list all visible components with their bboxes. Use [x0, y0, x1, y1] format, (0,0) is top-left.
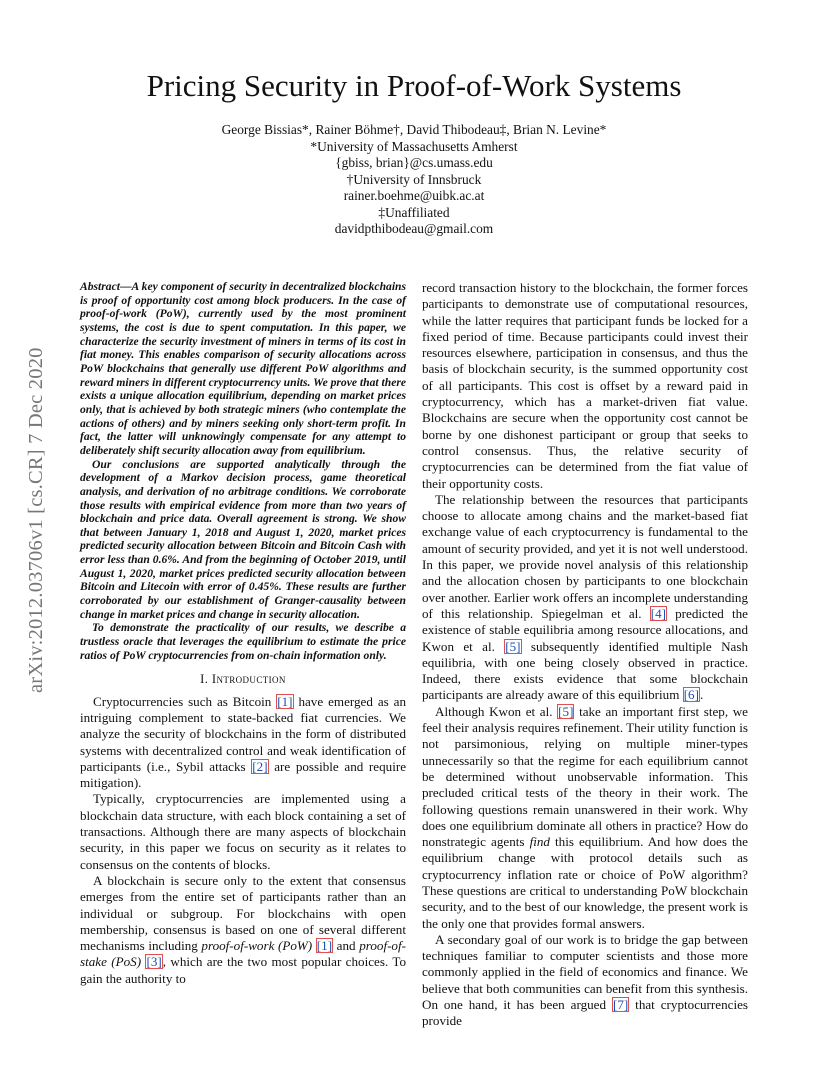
citation-link[interactable]: [3]	[146, 954, 162, 970]
citation-link[interactable]: [1]	[277, 693, 293, 709]
email-thibodeau[interactable]: davidpthibodeau@gmail.com	[334, 221, 494, 236]
citation-link[interactable]: [6]	[683, 687, 699, 703]
right-column	[422, 280, 748, 1030]
intro-paragraph-4	[422, 492, 748, 704]
text-run: predicted the existence of stable equilibria among resource allocations, and Kwon et al.	[422, 605, 748, 654]
text-run: .	[699, 687, 704, 703]
intro-paragraph-1	[80, 694, 406, 792]
intro-paragraph-3	[80, 873, 406, 987]
text-run: The relationship between the resources that participants choose to allocate among chains and the market-based fiat exchange value of each cryptocurrency is fundamental to the amount of security provided, and yet it is not well understood. In this paper, we provide novel analysis of this relationship and the allocation chosen by participants to one blockchain over another. Earlier work offers an incomplete understanding of this relationship. Spiegelman et al.	[422, 491, 748, 621]
text-run: A secondary goal of our work is to bridge the gap between techniques familiar to computer scientists and those more commonly applied in the field of economics and finance. We believe that both communities can benefit from this synthesis. On one hand, it has been argued	[422, 931, 748, 1013]
term-pow: proof-of-work (PoW)	[201, 938, 313, 954]
section-heading-introduction	[80, 671, 406, 687]
intro-paragraph-3-continued: record transaction history to the blockchain, the former forces participants to demonstrate use of computational resources, while the latter requires that participant funds be locked for a fixed period of time. Because participants could invest their resources elsewhere, participation in consensus, and thus the basis of blockchain security, is the summed opportunity cost of all participants. This cost is offset by a reward paid in cryptocurrency, which has a market-driven fiat value. Blockchains are secure when the opportunity cost cannot be borne by one dishonest participant or group that seeks to control consensus. Thus, the relative security of cryptocurrencies can be determined from the fiat value of their opportunity costs.	[422, 280, 748, 491]
citation-link[interactable]: [7]	[612, 997, 629, 1013]
paper-title: Pricing Security in Proof-of-Work Systems	[146, 68, 682, 103]
email-umass[interactable]: {gbiss, brian}@cs.umass.edu	[335, 155, 493, 170]
abstract	[80, 280, 406, 662]
text-run: subsequently identified multiple Nash equilibria, with one being closely observed in practice. Indeed, there exists evidence that some blockchain participants are already aware of this equilibrium	[422, 638, 749, 703]
citation-link[interactable]: [4]	[650, 605, 666, 621]
citation-link[interactable]: [5]	[558, 703, 574, 719]
text-run: this equilibrium. And how does the equilibrium change with protocol details such as cryptocurrency inflation rate or choice of PoW algorithm? These questions are critical to understanding PoW blockchain security, and to the best of our knowledge, the present work is the only one that provides formal answers.	[422, 834, 748, 931]
text-run: A blockchain is secure only to the extent that consensus emerges from the entire set of participants rather than an individual or subgroup. For blockchains with open membership, consensus is based on one of several different mechanisms including	[80, 872, 406, 954]
text-run: are possible and require mitigation).	[80, 758, 407, 791]
affiliation-umass: *University of Massachusetts Amherst	[310, 138, 518, 154]
section-number: I.	[200, 672, 212, 687]
citation-link[interactable]: [5]	[505, 638, 521, 654]
text-run: take an important first step, we feel their analysis requires refinement. Their utility function is not parsimonious, relying on multiple miner-types unnecessarily so that the regime for each equilibrium cannot be determined without unobservable information. This precluded critical tests of the theory in their work. The following questions remain unanswered in their work. Why does one equilibrium dominate all others in practice? How do nonstrategic agents	[422, 703, 748, 850]
affiliation-unaffiliated: ‡Unaffiliated	[378, 204, 450, 220]
left-column	[80, 280, 406, 987]
intro-paragraph-2: Typically, cryptocurrencies are implemented using a blockchain data structure, with each block containing a set of transactions. Although there are many aspects of blockchain security, in this paper we focus on security as it relates to consensus on the contents of blocks.	[80, 791, 406, 872]
text-run: Cryptocurrencies such as Bitcoin	[93, 693, 277, 709]
section-title: Introduction	[211, 672, 286, 687]
abstract-paragraph-2: Our conclusions are supported analytically through the development of a Markov decision process, game theoretical analysis, and derivation of no arbitrage conditions. We corroborate those results with empirical evidence from more than two years of blockchain and price data. Overall agreement is strong. We show that between January 1, 2018 and August 1, 2020, market prices predicted security allocation between Bitcoin and Bitcoin Cash with error less than 0.6%. And from the beginning of October 2019, until August 1, 2020, market prices predicted security allocation between Bitcoin and Litecoin with error of 0.45%. These results are further corroborated by our establishment of Granger-causality between change in market prices and change in security allocation.	[80, 457, 406, 621]
citation-link[interactable]: [1]	[316, 938, 333, 954]
email-innsbruck[interactable]: rainer.boehme@uibk.ac.at	[343, 188, 485, 203]
arxiv-identifier-stamp: arXiv:2012.03706v1 [cs.CR] 7 Dec 2020	[25, 347, 47, 693]
text-run: have emerged as an intriguing complement to state-backed fiat currencies. We analyze the security of blockchains in the form of distributed systems with decentralized control and weak identification of participants (i.e., Sybil attacks	[80, 693, 406, 774]
intro-paragraph-5	[422, 704, 748, 932]
citation-link[interactable]: [2]	[252, 758, 268, 774]
text-run: that cryptocurrencies provide	[422, 997, 748, 1029]
text-run: , which are the two most popular choices. To gain the authority to	[80, 954, 406, 986]
intro-paragraph-6	[422, 932, 748, 1030]
abstract-paragraph-1: Abstract—A key component of security in decentralized blockchains is proof of opportunity cost among block producers. In the case of proof-of-work (PoW), currently used by the most prominent systems, the cost is due to spent computation. In this paper, we characterize the security investment of miners in terms of its cost in fiat money. This enables comparison of security allocations across PoW blockchains that generally use different PoW algorithms and reward miners in different cryptocurrency units. We prove that there exists a unique allocation equilibrium, depending on market prices only, that is achieved by both strategic miners (who contemplate the actions of others) and by miners seeking only short-term profit. In fact, the latter will unknowingly compensate for any attempt to deliberately shift security allocation away from equilibrium.	[80, 280, 406, 457]
text-run: and	[333, 938, 360, 954]
text-run: Although Kwon et al.	[435, 703, 558, 719]
abstract-paragraph-3: To demonstrate the practicality of our results, we describe a trustless oracle that leverages the equilibrium to estimate the price ratios of PoW cryptocurrencies from on-chain information only.	[80, 621, 406, 662]
affiliation-innsbruck: †University of Innsbruck	[346, 171, 482, 187]
author-list: George Bissias*, Rainer Böhme†, David Thibodeau‡, Brian N. Levine*	[221, 122, 607, 137]
term-pos: proof-of-stake (PoS)	[80, 938, 406, 970]
author-block	[0, 122, 828, 238]
emphasis-find: find	[529, 834, 550, 850]
